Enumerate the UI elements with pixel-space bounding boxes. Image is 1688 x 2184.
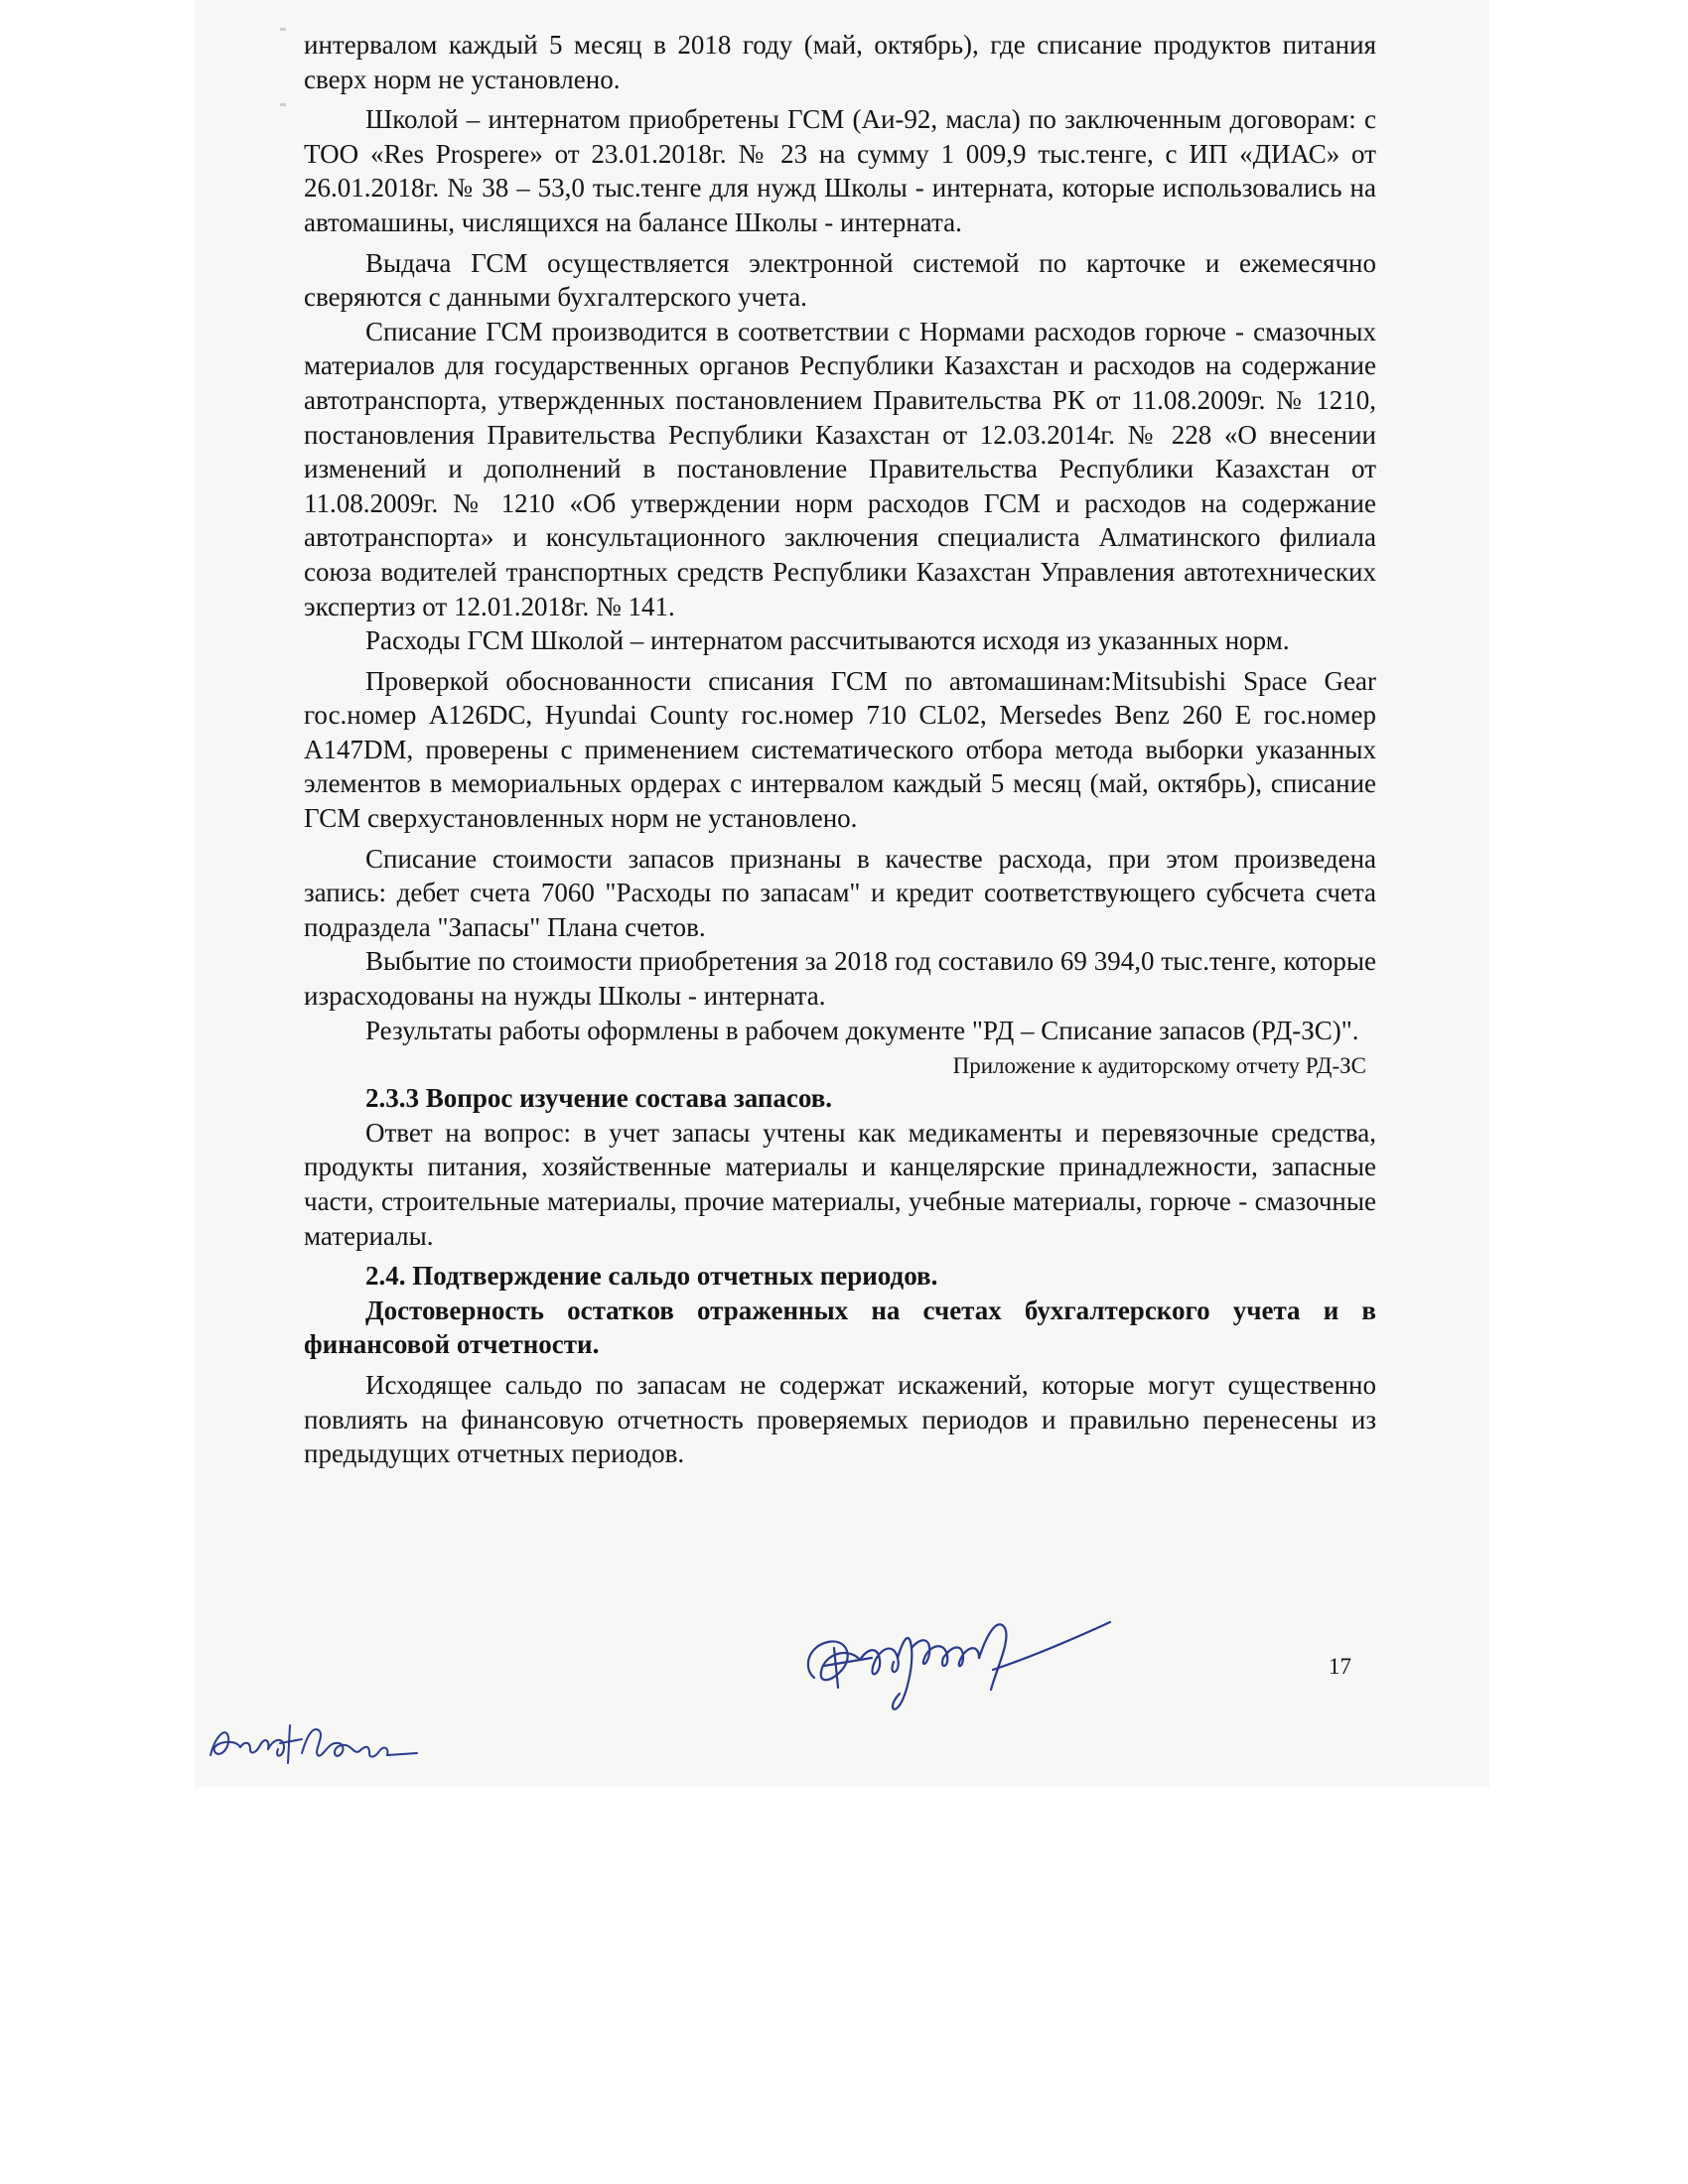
paragraph-fuel-expenses: Расходы ГСМ Школой – интернатом рассчитываются исходя из указанных норм.: [365, 625, 1290, 656]
paragraph-work-results: Результаты работы оформлены в рабочем документе "РД – Списание запасов (РД-ЗС)".: [365, 1015, 1359, 1045]
paragraph-fuel-writeoff-norms: Списание ГСМ производится в соответствии с Нормами расходов горюче - смазочных материалов для государственных органов Республики Казахстан и расходов на содержание автотранспорта, утвержденных постановлением Правительства РК от 11.08.2009г. № 1210, постановления Правительства Республики Казахстан от 12.03.2014г. № 228 «О внесении изменений и дополнений в постановление Правительства Республики Казахстан от 11.08.2009г. № 1210 «Об утверждении норм расходов ГСМ и расходов на содержание автотранспорта» и консультационного заключения специалиста Алматинского филиала союза водителей транспортных средств Республики Казахстан Управления автотехнических экспертиз от 12.01.2018г. № 141.: [304, 316, 1376, 621]
page-number: 17: [1329, 1654, 1351, 1679]
section-2-4-heading: 2.4. Подтверждение сальдо отчетных периодов.: [365, 1261, 938, 1292]
section-2-3-3-heading: 2.3.3 Вопрос изучение состава запасов.: [365, 1083, 833, 1114]
paragraph-continuation: интервалом каждый 5 месяц в 2018 году (май, октябрь), где списание продуктов питания сверх норм не установлено.: [304, 30, 1376, 94]
paragraph-disposal-cost: Выбытие по стоимости приобретения за 2018 год составило 69 394,0 тыс.тенге, которые израсходованы на нужды Школы - интерната.: [304, 946, 1376, 1012]
initials-signature: [205, 1707, 423, 1777]
section-2-4-subheading: Достоверность остатков отраженных на счетах бухгалтерского учета и в финансовой отчетности.: [304, 1295, 1376, 1360]
auditor-signature: [794, 1608, 1122, 1717]
section-2-4-text: Исходящее сальдо по запасам не содержат искажений, которые могут существенно повлиять на финансовую отчетность проверяемых периодов и правильно перенесены из предыдущих отчетных периодов.: [304, 1369, 1376, 1469]
paragraph-vehicle-check: Проверкой обоснованности списания ГСМ по автомашинам:Mitsubishi Space Gear гос.номер A126DC, Hyundai County гос.номер 710 CL02, Mersedes Benz 260 E гос.номер A147DM, проверены с применением систематического отбора метода выборки указанных элементов в мемориальных ордерах с интервалом каждый 5 месяц (май, октябрь), списание ГСМ сверхустановленных норм не установлено.: [304, 665, 1376, 834]
paragraph-fuel-issuance: Выдача ГСМ осуществляется электронной системой по карточке и ежемесячно сверяются с данными бухгалтерского учета.: [304, 247, 1376, 313]
paragraph-fuel-purchase: Школой – интернатом приобретены ГСМ (Аи-92, масла) по заключенным договорам: с ТОО «Res Prospere» от 23.01.2018г. № 23 на сумму 1 009,9 тыс.тенге, с ИП «ДИАС» от 26.01.2018г. № 38 – 53,0 тыс.тенге для нужд Школы - интерната, которые использовались на автомашины, числящихся на балансе Школы - интерната.: [304, 104, 1376, 237]
appendix-note: Приложение к аудиторскому отчету РД-ЗС: [952, 1053, 1366, 1079]
scan-artifact: [280, 103, 286, 106]
section-2-3-3-text: Ответ на вопрос: в учет запасы учтены как медикаменты и перевязочные средства, продукты питания, хозяйственные материалы и канцелярские принадлежности, запасные части, строительные материалы, прочие материалы, учебные материалы, горюче - смазочные материалы.: [304, 1117, 1376, 1251]
scan-artifact: [280, 28, 286, 31]
document-body: [304, 28, 1376, 1471]
paragraph-inventory-writeoff: Списание стоимости запасов признаны в качестве расхода, при этом произведена запись: дебет счета 7060 "Расходы по запасам" и кредит соответствующего субсчета счета подраздела "Запасы" Плана счетов.: [304, 843, 1376, 942]
